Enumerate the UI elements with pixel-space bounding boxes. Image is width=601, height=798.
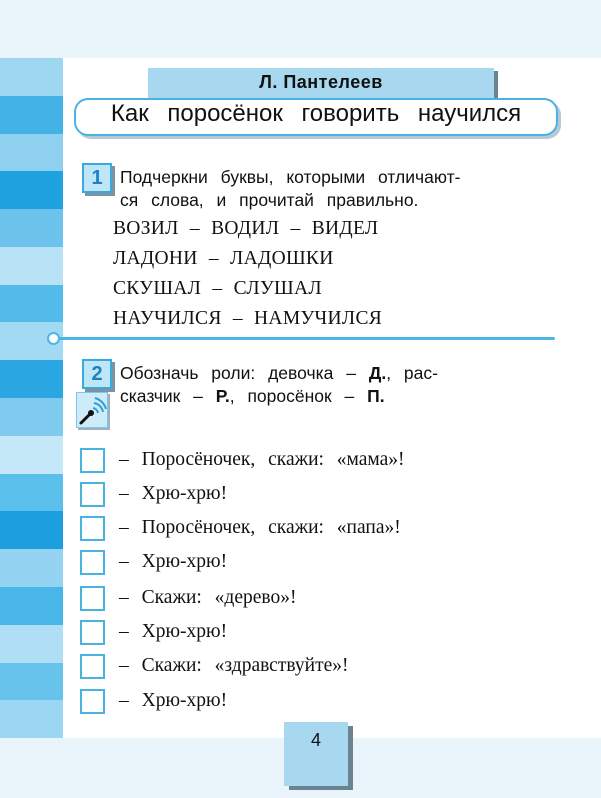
role-checkbox[interactable]	[80, 516, 105, 541]
task-2-number: 2	[82, 359, 112, 389]
word-pair-row: СКУШАЛ – СЛУШАЛ	[113, 278, 322, 299]
dialogue-text: – Поросёночек, скажи: «папа»!	[119, 517, 401, 538]
word-pair-row: ВОЗИЛ – ВОДИЛ – ВИДЕЛ	[113, 218, 379, 239]
role-checkbox[interactable]	[80, 448, 105, 473]
dialogue-text: – Хрю-хрю!	[119, 690, 228, 711]
section-divider	[52, 337, 555, 340]
task-1-instruction-line-1: Подчеркни буквы, которыми отличают-	[120, 167, 461, 187]
author-name: Л. Пантелеев	[259, 72, 383, 92]
audio-listen-glyph	[77, 393, 107, 427]
dialogue-line	[80, 479, 227, 509]
dialogue-line	[80, 617, 227, 647]
role-checkbox[interactable]	[80, 620, 105, 645]
dialogue-text: – Хрю-хрю!	[119, 621, 228, 642]
dialogue-line	[80, 583, 296, 613]
dialogue-line	[80, 513, 401, 543]
dialogue-text: – Скажи: «здравствуйте»!	[119, 655, 349, 676]
role-abbrev-narrator: Р.	[215, 386, 230, 406]
instruction-text: сказчик –	[120, 386, 203, 406]
role-checkbox[interactable]	[80, 550, 105, 575]
top-margin	[0, 0, 601, 58]
dialogue-line	[80, 547, 227, 577]
dialogue-text: – Скажи: «дерево»!	[119, 587, 297, 608]
audio-listen-icon[interactable]	[76, 392, 108, 428]
dialogue-line	[80, 445, 405, 475]
role-checkbox[interactable]	[80, 586, 105, 611]
instruction-text: , поросёнок –	[229, 386, 355, 406]
role-checkbox[interactable]	[80, 482, 105, 507]
dialogue-text: – Хрю-хрю!	[119, 483, 228, 504]
role-abbrev-piglet: П.	[367, 386, 385, 406]
page-number: 4	[310, 730, 321, 750]
task-2-instruction-line-2	[120, 385, 554, 408]
role-checkbox[interactable]	[80, 689, 105, 714]
dialogue-text: – Поросёночек, скажи: «мама»!	[119, 449, 405, 470]
divider-end-dot	[47, 332, 60, 345]
dialogue-text: – Хрю-хрю!	[119, 551, 228, 572]
role-abbrev-girl: Д.	[368, 363, 387, 383]
word-pair-row: НАУЧИЛСЯ – НАМУЧИЛСЯ	[113, 308, 383, 329]
dialogue-line	[80, 686, 227, 716]
left-color-strip	[0, 58, 63, 738]
task-1-instruction-line-2: ся слова, и прочитай правильно.	[120, 190, 419, 210]
story-title: Как поросёнок говорить научился	[110, 100, 522, 127]
instruction-text: Обозначь роли: девочка –	[120, 363, 356, 383]
task-2-instruction-line-1	[120, 362, 554, 385]
dialogue-line	[80, 651, 349, 681]
task-1-number: 1	[82, 163, 112, 193]
word-pair-row: ЛАДОНИ – ЛАДОШКИ	[113, 248, 334, 269]
instruction-text: , рас-	[386, 363, 438, 383]
role-checkbox[interactable]	[80, 654, 105, 679]
